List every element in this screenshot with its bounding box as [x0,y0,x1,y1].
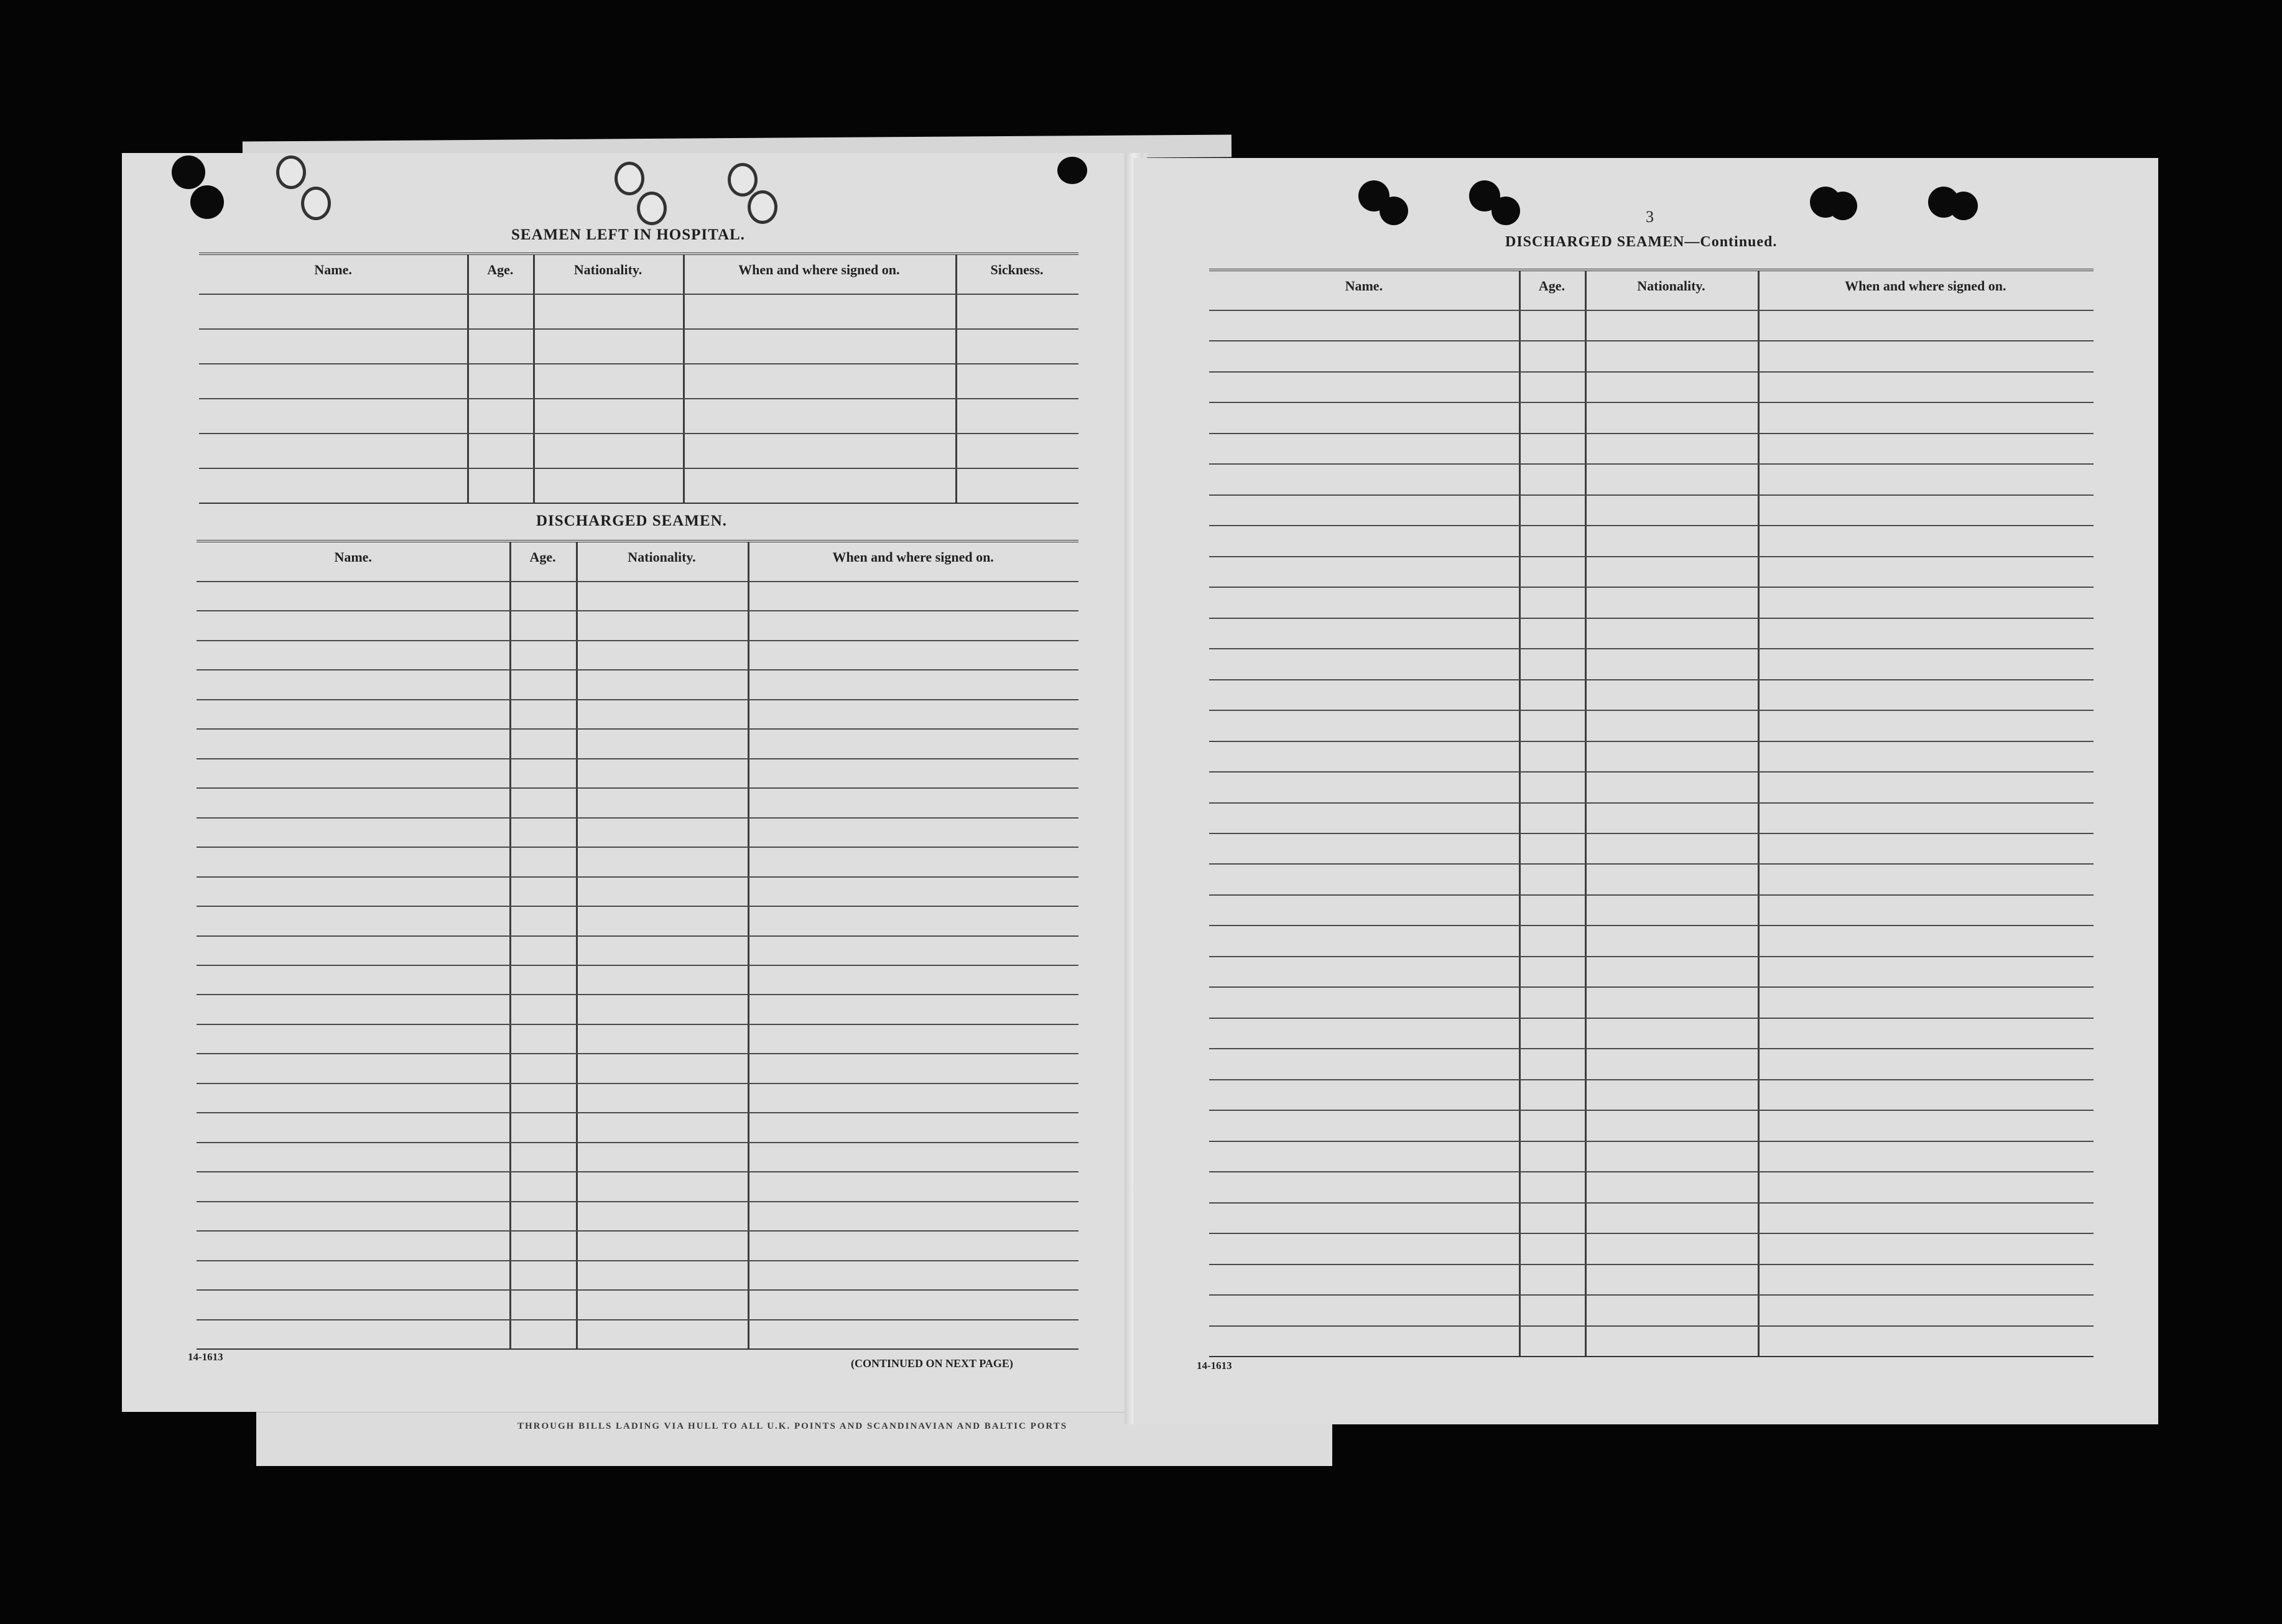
blank-row-line [1209,1325,2094,1327]
blank-row-line [1209,1110,2094,1111]
blank-row-line [1209,1264,2094,1265]
blank-row-line [1209,371,2094,373]
discharged-section-title: DISCHARGED SEAMEN. [536,513,727,529]
blank-row-line [197,1171,1078,1172]
blank-row-line [1209,618,2094,619]
blank-row-line [197,817,1078,819]
column-header: Name. [1345,278,1383,294]
blank-row-line [1209,556,2094,557]
blank-row-line [197,965,1078,966]
blank-row-line [1209,802,2094,804]
blank-row-line [1209,894,2094,896]
blank-row-line [1209,986,2094,988]
punch-hole [1829,192,1857,220]
discharged-continued-title: DISCHARGED SEAMEN—Continued. [1505,234,1778,250]
hospital-table [199,253,1078,504]
blank-row-line [199,328,1078,330]
blank-row-line [1209,433,2094,434]
column-header: Age. [1538,278,1565,294]
underlying-sheet-text: THROUGH BILLS LADING VIA HULL TO ALL U.K. POINTS AND SCANDINAVIAN AND BALTIC PORTS [517,1421,1068,1431]
blank-row-line [197,1201,1078,1202]
blank-row-line [1209,833,2094,834]
column-header: Nationality. [573,262,642,277]
blank-row-line [197,1024,1078,1025]
blank-row-line [1209,1018,2094,1019]
punch-hole [1380,197,1408,225]
blank-row-line [197,1289,1078,1291]
column-header: Age. [487,262,514,277]
blank-row-line [1209,1202,2094,1204]
blank-row-line [1209,310,2094,311]
hospital-section-title: SEAMEN LEFT IN HOSPITAL. [511,226,745,243]
punch-hole [172,155,205,189]
left-form-code: 14-1613 [188,1351,223,1363]
blank-row-line [197,640,1078,641]
blank-row-line [199,398,1078,399]
blank-row-line [197,669,1078,670]
column-divider [509,542,511,1348]
blank-row-line [1209,587,2094,588]
blank-row-line [197,1260,1078,1261]
blank-row-line [1209,1079,2094,1080]
blank-row-line [1209,863,2094,865]
blank-row-line [1209,648,2094,649]
blank-row-line [197,728,1078,730]
blank-row-line [197,758,1078,759]
column-header: Sickness. [990,262,1044,277]
blank-row-line [197,1112,1078,1113]
discharged-continued-table [1209,269,2094,1357]
blank-row-line [197,876,1078,878]
blank-row-line [197,935,1078,937]
column-divider [467,255,469,503]
left-page [122,153,1147,1412]
blank-row-line [1209,1171,2094,1172]
blank-row-line [1209,679,2094,680]
blank-row-line [1209,340,2094,341]
blank-row-line [197,581,1078,582]
blank-row-line [199,363,1078,364]
column-divider [683,255,685,503]
discharged-table [197,540,1078,1350]
punch-hole [1949,192,1978,220]
blank-row-line [197,994,1078,995]
column-header: Nationality. [1637,278,1705,294]
blank-row-line [197,610,1078,611]
blank-row-line [197,1083,1078,1084]
column-divider [955,255,957,503]
punch-hole [1057,157,1087,184]
blank-row-line [1209,771,2094,773]
blank-row-line [199,468,1078,469]
blank-row-line [197,1319,1078,1320]
blank-row-line [1209,525,2094,526]
column-divider [533,255,535,503]
blank-row-line [1209,1048,2094,1049]
blank-row-line [1209,741,2094,742]
punch-hole [190,185,224,219]
page-number: 3 [1646,208,1654,226]
punch-ring [301,187,331,220]
blank-row-line [197,787,1078,789]
continued-note: (CONTINUED ON NEXT PAGE) [851,1357,1013,1370]
blank-row-line [1209,710,2094,711]
column-header: When and where signed on. [738,262,900,277]
blank-row-line [197,1230,1078,1232]
blank-row-line [1209,1233,2094,1234]
column-header: Name. [334,549,372,565]
blank-row-line [1209,956,2094,957]
blank-row-line [197,847,1078,848]
punch-hole [1491,197,1520,225]
punch-ring [748,190,777,224]
punch-ring [276,155,306,189]
blank-row-line [199,294,1078,295]
blank-row-line [197,1053,1078,1054]
blank-row-line [199,433,1078,434]
blank-row-line [1209,1141,2094,1142]
blank-row-line [1209,494,2094,496]
blank-row-line [1209,925,2094,926]
column-header: When and where signed on. [1845,278,2006,294]
punch-ring [728,163,758,197]
blank-row-line [1209,402,2094,403]
right-form-code: 14-1613 [1197,1360,1232,1371]
punch-ring [637,192,667,225]
column-header: When and where signed on. [832,549,994,565]
right-page [1133,158,2158,1424]
blank-row-line [197,699,1078,700]
blank-row-line [1209,463,2094,465]
column-divider [748,542,749,1348]
blank-row-line [197,1142,1078,1143]
blank-row-line [1209,1294,2094,1296]
column-header: Age. [529,549,556,565]
column-header: Name. [314,262,352,277]
column-header: Nationality. [628,549,696,565]
punch-ring [615,162,644,195]
column-divider [576,542,578,1348]
blank-row-line [197,906,1078,907]
